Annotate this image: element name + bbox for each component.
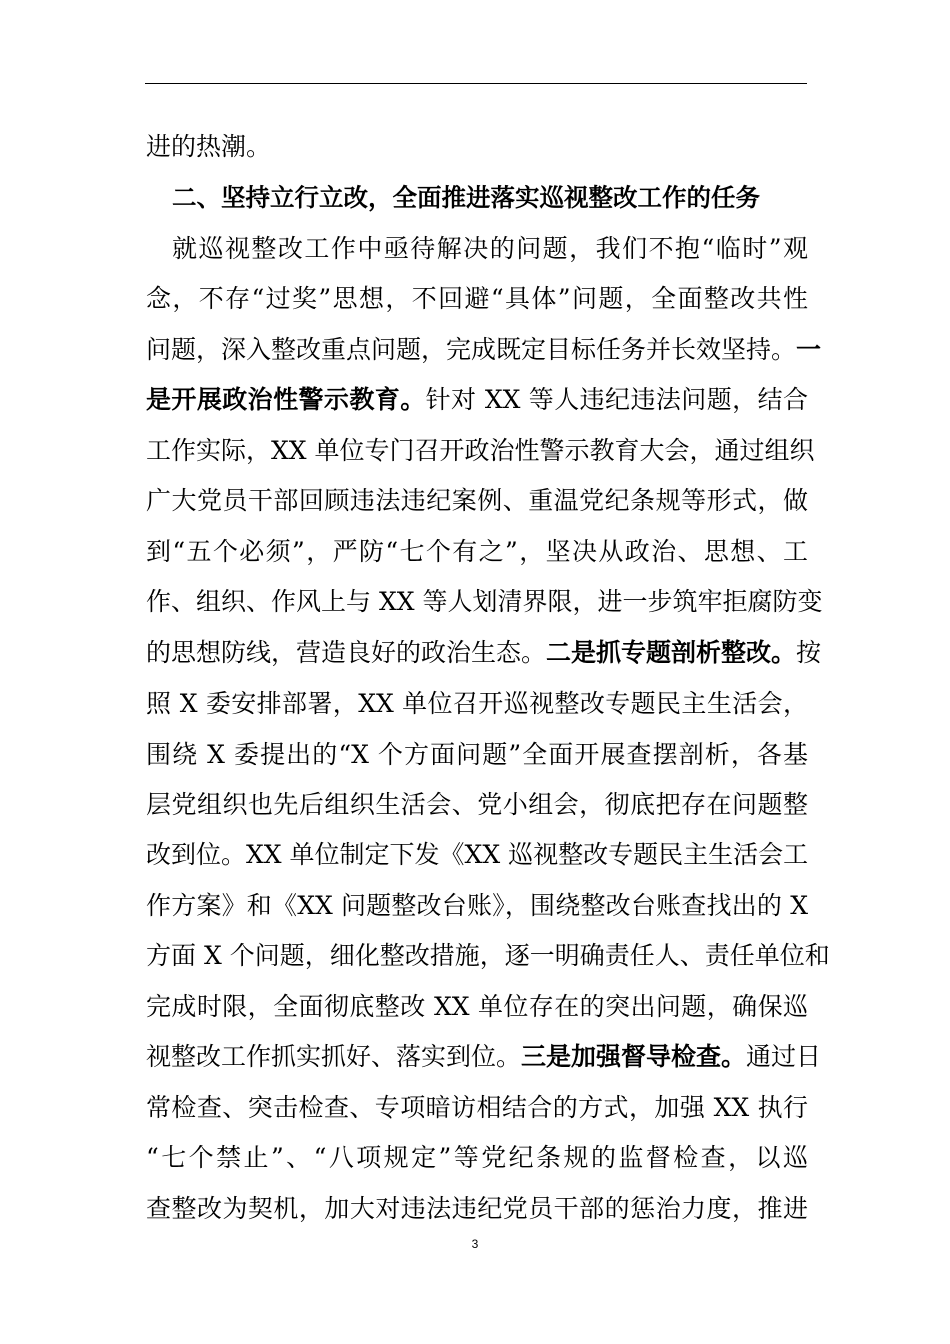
bold-lead-in: 是开展政治性警示教育。 [146, 385, 426, 414]
text-line [146, 329, 822, 371]
text-line [146, 430, 815, 472]
text-line [146, 1188, 808, 1230]
text-run: 完成时限，全面彻底整改 XX 单位存在的突出问题，确保巡 [146, 992, 808, 1021]
text-line [146, 1036, 822, 1078]
text-line [146, 986, 808, 1028]
text-line [146, 1137, 808, 1179]
text-run: 念，不存“过奖”思想，不回避“具体”问题，全面整改共性 [146, 284, 808, 313]
text-line [146, 126, 808, 168]
text-run: 视整改工作抓实抓好、落实到位。 [146, 1042, 522, 1071]
text-run: 针对 XX 等人违纪违法问题，结合 [425, 385, 808, 414]
header-rule [145, 83, 807, 84]
text-run: 作、组织、作风上与 XX 等人划清界限，进一步筑牢拒腐防变 [146, 587, 823, 616]
text-line [146, 784, 808, 826]
heading-text: 二、坚持立行立改，全面推进落实巡视整改工作的任务 [172, 183, 760, 212]
bold-lead-in: 一 [796, 335, 822, 364]
bold-lead-in: 二是抓专题剖析整改。 [546, 638, 797, 667]
text-run: 常检查、突击检查、专项暗访相结合的方式，加强 XX 执行 [146, 1093, 808, 1122]
text-line [146, 935, 830, 977]
paragraph-first-line [172, 228, 808, 270]
text-run: 作方案》和《XX 问题整改台账》，围绕整改台账查找出的 X [146, 891, 808, 920]
text-run: 到“五个必须”，严防“七个有之”，坚决从政治、思想、工 [146, 537, 808, 566]
text-run: 照 X 委安排部署，XX 单位召开巡视整改专题民主生活会， [146, 689, 808, 718]
text-run: 层党组织也先后组织生活会、党小组会，彻底把存在问题整 [146, 790, 808, 819]
text-line [146, 480, 808, 522]
text-run: 工作实际，XX 单位专门召开政治性警示教育大会，通过组织 [146, 436, 815, 465]
text-line [146, 278, 808, 320]
text-line [146, 734, 808, 776]
text-line [146, 581, 823, 623]
section-heading [172, 177, 812, 219]
text-run: 查整改为契机，加大对违法违纪党员干部的惩治力度，推进 [146, 1194, 808, 1223]
text-run: 广大党员干部回顾违法违纪案例、重温党纪条规等形式，做 [146, 486, 808, 515]
text-run: 改到位。XX 单位制定下发《XX 巡视整改专题民主生活会工 [146, 840, 809, 869]
text-line [146, 531, 808, 573]
page-number: 3 [471, 1237, 479, 1251]
text-run: 进的热潮。 [146, 132, 272, 161]
bold-lead-in: 三是加强督导检查。 [521, 1042, 747, 1071]
text-line [146, 1087, 808, 1129]
text-line [146, 379, 808, 421]
text-run: 的思想防线，营造良好的政治生态。 [146, 638, 547, 667]
text-run: 方面 X 个问题，细化整改措施，逐一明确责任人、责任单位和 [146, 941, 830, 970]
text-run: 围绕 X 委提出的“X 个方面问题”全面开展查摆剖析，各基 [146, 740, 808, 769]
text-line [146, 683, 808, 725]
text-run: 问题，深入整改重点问题，完成既定目标任务并长效坚持。 [146, 335, 797, 364]
text-line [146, 885, 808, 927]
text-run: 就巡视整改工作中亟待解决的问题，我们不抱“临时”观 [172, 234, 808, 263]
text-line [146, 834, 808, 876]
text-run: 按 [796, 638, 822, 667]
text-run: 通过日 [746, 1042, 822, 1071]
text-line [146, 632, 822, 674]
text-run: “七个禁止”、“八项规定”等党纪条规的监督检查，以巡 [146, 1143, 808, 1172]
